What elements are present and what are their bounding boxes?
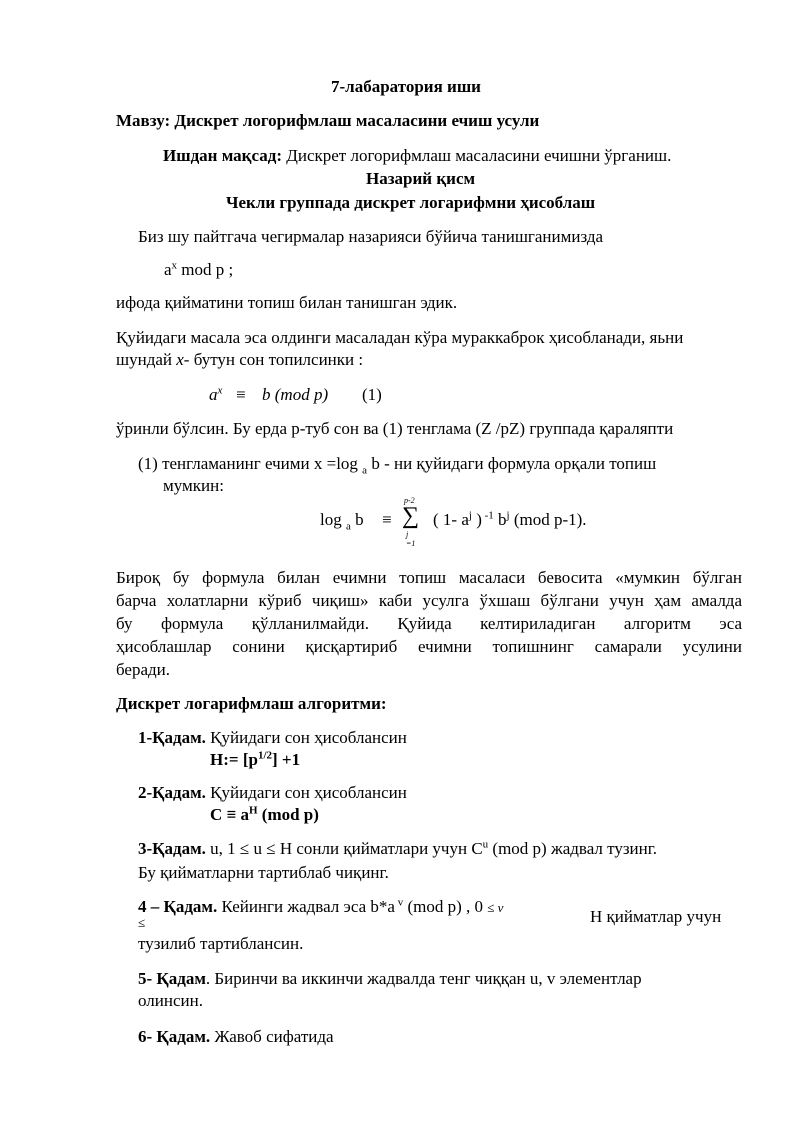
step-3 <box>138 838 657 860</box>
goal-label: Ишдан мақсад: <box>163 146 282 165</box>
rhs-t2-sup: -1 <box>481 509 494 522</box>
summation-symbol <box>402 496 426 546</box>
formula-log-rhs <box>433 509 587 531</box>
equation-1 <box>209 384 222 406</box>
problem-text-b: - бутун сон топилсинки : <box>183 350 364 369</box>
goal-line <box>163 145 671 167</box>
rhs-t3-sup: j <box>506 509 510 522</box>
step-1-formula-sup: 1/2 <box>257 749 272 762</box>
eq1-exp: x <box>217 384 223 397</box>
paragraph-however-line3: бу формула қўлланилмайди. Қуйида келтириладиган алгоритм эса <box>116 614 742 633</box>
goal-text: Дискрет логорифмлаш масаласини ечишни ўрганиш. <box>286 146 672 165</box>
sum-upper-limit: p-2 <box>404 496 415 505</box>
algorithm-title: Дискрет логарифмлаш алгоритми: <box>116 694 387 713</box>
log-sub: a <box>345 520 351 533</box>
subsection-title: Чекли группада дискрет логарифмни ҳисоблаш <box>226 193 596 212</box>
formula-ax-mod-p <box>164 259 233 281</box>
equation-1-number: (1) <box>362 385 382 404</box>
paragraph-intro: Биз шу пайтгача чегирмалар назарияси бўйича танишганимизда <box>138 227 604 246</box>
step-4-text-b: (mod p) , 0 <box>403 897 488 916</box>
lab-title: 7-лабаратория иши <box>331 77 481 96</box>
step-4-text-a: Кейинги жадвал эса b*a <box>217 897 395 916</box>
step-4-leq-v: ≤ v <box>487 900 504 915</box>
paragraph-however-line1: Бироқ бу формула билан ечимни топиш масаласи бевосита «мумкин бўлган <box>116 568 742 587</box>
formula-log-rel: ≡ <box>382 510 392 529</box>
paragraph-solution-line2: мумкин: <box>163 476 224 495</box>
step-3-text-b: (mod p) жадвал тузинг. <box>488 839 658 858</box>
solution-text-a: (1) тенгламанинг ечими x =log <box>138 454 363 473</box>
rhs-t1: ( 1- a <box>433 510 469 529</box>
rhs-t2: ) <box>471 510 482 529</box>
step-1-formula <box>210 749 300 771</box>
step-4-label: 4 – Қадам. <box>138 897 218 916</box>
paragraph-problem-line2 <box>116 349 363 371</box>
step-1-formula-b: ] +1 <box>272 750 301 769</box>
problem-text-a: шундай <box>116 350 177 369</box>
eq1-base: a <box>209 385 218 404</box>
step-6-label: 6- Қадам. <box>138 1027 211 1046</box>
step-1-text: Қуйидаги сон ҳисоблансин <box>205 728 407 747</box>
step-5-text: . Биринчи ва иккинчи жадвалда тенг чиққан u, v элементлар <box>205 969 642 988</box>
formula-base: a <box>164 260 172 279</box>
problem-var-x: x <box>176 350 184 369</box>
sum-sign: ∑ <box>402 503 420 529</box>
equation-1-rel: ≡ <box>236 385 246 404</box>
step-3-sup: u <box>482 838 489 851</box>
step-5-line2: олинсин. <box>138 991 203 1010</box>
step-2-formula-a: C ≡ a <box>210 805 249 824</box>
step-3-text-a: u, 1 ≤ u ≤ H сонли қийматлари учун C <box>205 839 483 858</box>
rhs-t1-sup: j <box>468 509 472 522</box>
step-4-sup: v <box>394 896 404 909</box>
step-4-line2: тузилиб тартиблансин. <box>138 934 304 953</box>
step-2-text: Қуйидаги сон ҳисоблансин <box>205 783 407 802</box>
step-2-formula-sup: H <box>248 804 258 817</box>
equation-1-rhs: b (mod p) <box>262 385 329 404</box>
paragraph-solution-line1 <box>138 453 656 475</box>
step-3-label: 3-Қадам. <box>138 839 206 858</box>
formula-rest: mod p ; <box>177 260 234 279</box>
log-b: b <box>350 510 364 529</box>
step-6 <box>138 1026 334 1048</box>
step-4 <box>138 896 503 919</box>
sum-lower-limit <box>406 530 415 548</box>
sum-lower-j: j <box>406 530 409 539</box>
section-title: Назарий қисм <box>366 169 476 188</box>
solution-text-b: b - ни қуйидаги формула орқали топиш <box>367 454 657 473</box>
step-2-formula-b: (mod p) <box>257 805 319 824</box>
solution-sub: a <box>362 464 368 477</box>
sum-lower-eq: =1 <box>406 539 416 548</box>
step-2-formula <box>210 804 319 826</box>
paragraph-prime: ўринли бўлсин. Бу ерда p-туб сон ва (1) тенглама (Z /pZ) группада қараляпти <box>116 419 674 438</box>
log-text: log <box>320 510 346 529</box>
rhs-t3: b <box>493 510 507 529</box>
paragraph-however-line4: ҳисоблашлар сонини қисқартириб ечимни топишнинг самарали усулини <box>116 637 742 656</box>
step-5 <box>138 968 642 990</box>
step-3-line2: Бу қийматларни тартиблаб чиқинг. <box>138 863 389 882</box>
step-6-text: Жавоб сифатида <box>210 1027 334 1046</box>
step-2 <box>138 782 407 804</box>
topic-line <box>116 110 539 132</box>
step-2-label: 2-Қадам. <box>138 783 206 802</box>
paragraph-known: ифода қийматини топиш билан танишган эдик. <box>116 293 458 312</box>
paragraph-however-line2: барча холатларни кўриб чиқиш» каби усулга ўхшаш бўлгани учун ҳам амалда <box>116 591 742 610</box>
formula-exp: x <box>171 259 178 272</box>
paragraph-problem-line1: Қуйидаги масала эса олдинги масаладан кўра мураккаброк ҳисобланади, яьни <box>116 328 684 347</box>
step-4-right: H қийматлар учун <box>590 907 722 926</box>
paragraph-however-line5: беради. <box>116 660 171 679</box>
step-1-formula-a: H:= [p <box>210 750 258 769</box>
topic-label: Мавзу: <box>116 111 171 130</box>
formula-log-lhs <box>320 509 364 531</box>
step-4-leq: ≤ <box>138 915 146 930</box>
step-1-label: 1-Қадам. <box>138 728 206 747</box>
rhs-t4: (mod p-1). <box>509 510 587 529</box>
step-1 <box>138 727 407 749</box>
step-5-label: 5- Қадам <box>138 969 206 988</box>
topic-text: Дискрет логорифмлаш масаласини ечиш усули <box>174 111 540 130</box>
